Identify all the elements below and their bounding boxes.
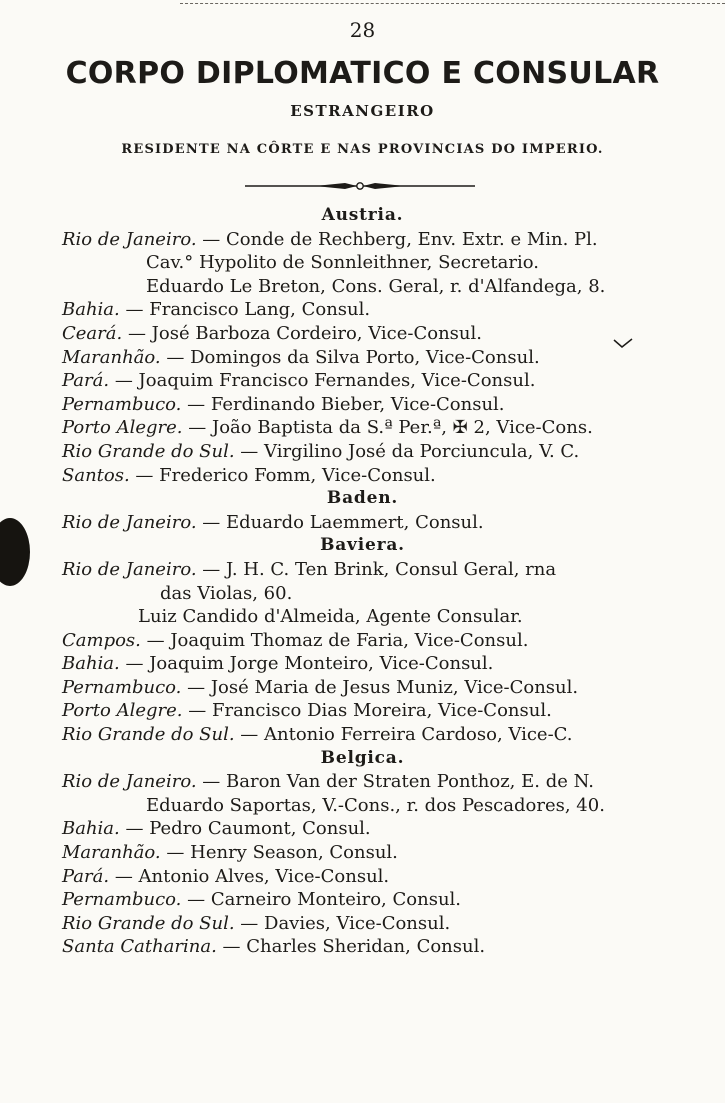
continuation-text: das Violas, 60. — [160, 582, 293, 604]
place-name: Rio Grande do Sul. — [62, 724, 235, 746]
page-subtitle-2: RESIDENTE NA CÔRTE E NAS PROVINCIAS DO IMPERIO. — [121, 142, 604, 157]
place-name: Campos. — [62, 629, 141, 651]
ornamental-divider-icon — [245, 179, 475, 193]
directory-line — [0, 558, 725, 582]
place-name: Pernambuco. — [62, 393, 182, 415]
continuation-text: Cav.° Hypolito de Sonnleithner, Secretario. — [146, 252, 539, 274]
directory-line — [0, 676, 725, 700]
place-name: Rio de Janeiro. — [62, 771, 197, 793]
directory-line — [0, 228, 725, 252]
dash-separator: — — [181, 889, 211, 911]
dash-separator: — — [196, 511, 227, 533]
entry-text: José Barboza Cordeiro, Vice-Consul. — [151, 322, 482, 344]
dash-separator: — — [196, 228, 227, 250]
page-number: 28 — [349, 18, 376, 42]
dash-separator: — — [160, 346, 191, 368]
directory-line — [0, 275, 725, 299]
place-name: Rio de Janeiro. — [62, 511, 197, 533]
dash-separator: — — [140, 629, 171, 651]
place-name: Rio Grande do Sul. — [62, 912, 235, 934]
entry-text: João Baptista da S.ª Per.ª, ✠ 2, Vice-Cons. — [211, 417, 593, 439]
directory-line — [0, 629, 725, 653]
directory-line — [0, 346, 725, 370]
directory-line — [0, 605, 725, 629]
dash-separator: — — [119, 653, 150, 675]
dash-separator: — — [182, 700, 212, 722]
dash-separator: — — [234, 440, 265, 462]
entry-text: Antonio Ferreira Cardoso, Vice-C. — [264, 724, 573, 746]
entry-text: Pedro Caumont, Consul. — [149, 818, 371, 840]
page-title: CORPO DIPLOMATICO E CONSULAR — [65, 56, 660, 91]
entry-text: Carneiro Monteiro, Consul. — [210, 889, 462, 911]
place-name: Santa Catharina. — [62, 936, 217, 958]
dash-separator: — — [234, 724, 265, 746]
dash-separator: — — [109, 370, 139, 392]
directory-line — [0, 322, 725, 346]
continuation-text: Eduardo Saportas, V.-Cons., r. dos Pescadores, 40. — [146, 794, 605, 816]
place-name: Santos. — [62, 464, 130, 486]
place-name: Rio de Janeiro. — [62, 228, 197, 250]
directory-line — [0, 888, 725, 912]
directory-line — [0, 723, 725, 747]
entry-text: Ferdinando Bieber, Vice-Consul. — [210, 393, 505, 415]
place-name: Maranhão. — [62, 346, 161, 368]
place-name: Ceará. — [62, 322, 123, 344]
dash-separator: — — [122, 322, 152, 344]
dash-separator: — — [234, 912, 265, 934]
dash-separator: — — [181, 676, 211, 698]
top-edge-rule — [180, 3, 725, 4]
entry-text: Domingos da Silva Porto, Vice-Consul. — [190, 346, 540, 368]
place-name: Pernambuco. — [62, 676, 182, 698]
place-name: Porto Alegre. — [62, 700, 183, 722]
dash-separator: — — [196, 771, 227, 793]
entry-text: Davies, Vice-Consul. — [264, 912, 451, 934]
entry-text: José Maria de Jesus Muniz, Vice-Consul. — [210, 676, 579, 698]
section-heading: Baden. — [326, 488, 399, 509]
directory-line — [0, 416, 725, 440]
entry-text: Charles Sheridan, Consul. — [246, 936, 486, 958]
continuation-text: Luiz Candido d'Almeida, Agente Consular. — [138, 606, 523, 628]
section-heading: Baviera. — [320, 535, 405, 556]
dash-separator: — — [181, 393, 211, 415]
entry-text: Joaquim Jorge Monteiro, Vice-Consul. — [149, 653, 494, 675]
directory-listing — [0, 204, 725, 959]
place-name: Bahia. — [62, 653, 120, 675]
directory-line — [0, 369, 725, 393]
entry-text: Virgilino José da Porciuncula, V. C. — [264, 440, 580, 462]
directory-line — [0, 511, 725, 535]
entry-text: Frederico Fomm, Vice-Consul. — [159, 464, 436, 486]
entry-text: Joaquim Francisco Fernandes, Vice-Consul. — [138, 370, 536, 392]
place-name: Pernambuco. — [62, 889, 182, 911]
place-name: Bahia. — [62, 818, 120, 840]
dash-separator: — — [129, 464, 160, 486]
continuation-text: Eduardo Le Breton, Cons. Geral, r. d'Alfandega, 8. — [146, 275, 606, 297]
directory-line — [0, 699, 725, 723]
dash-separator: — — [119, 818, 150, 840]
entry-text: Joaquim Thomaz de Faria, Vice-Consul. — [170, 629, 529, 651]
dash-separator: — — [182, 417, 212, 439]
entry-text: Conde de Rechberg, Env. Extr. e Min. Pl. — [226, 228, 598, 250]
directory-line — [0, 652, 725, 676]
dash-separator: — — [216, 936, 247, 958]
entry-text: Henry Season, Consul. — [190, 842, 398, 864]
directory-line — [0, 794, 725, 818]
dash-separator: — — [109, 865, 139, 887]
place-name: Porto Alegre. — [62, 417, 183, 439]
place-name: Rio Grande do Sul. — [62, 440, 235, 462]
place-name: Maranhão. — [62, 842, 161, 864]
entry-text: Eduardo Laemmert, Consul. — [226, 511, 484, 533]
entry-text: Baron Van der Straten Ponthoz, E. de N. — [226, 771, 594, 793]
directory-line — [0, 440, 725, 464]
directory-line — [0, 393, 725, 417]
entry-text: Francisco Dias Moreira, Vice-Consul. — [211, 700, 552, 722]
entry-text: J. H. C. Ten Brink, Consul Geral, rna — [226, 558, 557, 580]
directory-line — [0, 817, 725, 841]
place-name: Rio de Janeiro. — [62, 558, 197, 580]
entry-text: Antonio Alves, Vice-Consul. — [138, 865, 390, 887]
section-heading: Belgica. — [320, 747, 405, 768]
page-subtitle: ESTRANGEIRO — [290, 102, 435, 120]
directory-line — [0, 298, 725, 322]
directory-line — [0, 770, 725, 794]
dash-separator: — — [196, 558, 227, 580]
directory-line — [0, 582, 725, 606]
place-name: Pará. — [62, 370, 110, 392]
entry-text: Francisco Lang, Consul. — [149, 299, 371, 321]
place-name: Bahia. — [62, 299, 120, 321]
directory-line — [0, 251, 725, 275]
dash-separator: — — [160, 842, 191, 864]
directory-line — [0, 464, 725, 488]
directory-line — [0, 935, 725, 959]
section-heading: Austria. — [321, 205, 404, 225]
place-name: Pará. — [62, 865, 110, 887]
directory-line — [0, 865, 725, 889]
directory-line — [0, 912, 725, 936]
directory-line — [0, 841, 725, 865]
dash-separator: — — [119, 299, 150, 321]
